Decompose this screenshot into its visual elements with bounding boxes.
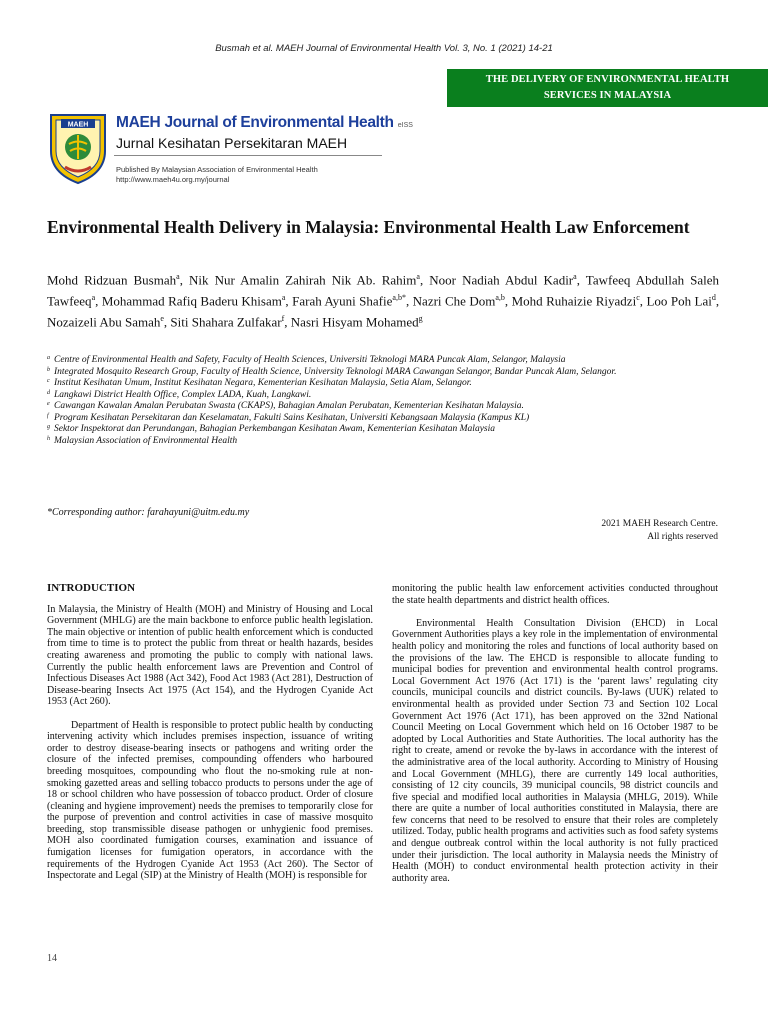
affiliation-item xyxy=(47,390,727,402)
corresponding-author[interactable]: *Corresponding author: farahayuni@uitm.edu.my xyxy=(47,507,250,518)
affiliation-text: Institut Kesihatan Umum, Institut Kesihatan Negara, Kementerian Kesihatan Malaysia, Setia Alam, Selangor. xyxy=(54,378,472,388)
logo-text: MAEH xyxy=(67,121,89,129)
author-affiliation-mark: f xyxy=(281,313,285,323)
affiliation-mark: b xyxy=(47,366,50,373)
copyright-line-1: 2021 MAEH Research Centre. xyxy=(601,519,718,529)
author-name: Mohd Ridzuan Busmah xyxy=(47,272,177,288)
author-list: Mohd Ridzuan Busmah$^a$, Nik Nur Amalin Zahirah Nik Ab. Rahim$^a$, Noor Nadiah Abdul Kadir$^a$, Tawfeeq Abdullah Saleh Tawfeeq$^a$, Mohammad Rafiq Baderu Khisam$^a$, Farah Ayuni Shafie$^{a,b*}$, Nazri Che Dom$^{a,b}$, Mohd Ruhaizie Riyadzi$^c$, Loo Poh Lai$^d$, Nozaizeli Abu Samah$^e$, Siti Shahara Zulfakar$^f$, Nasri Hisyam Mohamed$^g$ xyxy=(47,272,720,329)
affiliation-item xyxy=(47,413,727,425)
journal-url[interactable]: http://www.maeh4u.org.my/journal xyxy=(116,175,230,184)
affiliation-mark: c xyxy=(47,378,50,384)
author-name: Nik Nur Amalin Zahirah Nik Ab. Rahim xyxy=(189,272,417,288)
author-affiliation-mark: a xyxy=(573,272,577,281)
author-name: Mohd Ruhaizie Riyadzi xyxy=(511,293,637,309)
author-name: Nazri Che Dom xyxy=(412,293,496,309)
section-heading: INTRODUCTION xyxy=(47,582,136,594)
affiliation-mark: f xyxy=(47,412,49,419)
affiliation-text: Centre of Environmental Health and Safety, Faculty of Health Sciences, Universiti Teknologi MARA Puncak Alam, Selangor, Malaysia xyxy=(54,355,566,365)
journal-publisher-block xyxy=(116,165,318,185)
author-name: Noor Nadiah Abdul Kadir xyxy=(429,272,574,288)
copyright-notice xyxy=(601,518,718,544)
author-name: Mohammad Rafiq Baderu Khisam xyxy=(101,293,282,309)
journal-divider xyxy=(114,155,382,156)
article-title: Environmental Health Delivery in Malaysia: Environmental Health Law Enforcement xyxy=(47,217,690,237)
paragraph: In Malaysia, the Ministry of Health (MOH) and Ministry of Housing and Local Government (MHLG) are the main backbone to enforce public health legislation. The main objective or intention of public health enforcement which is conducted from time to time is to protect the public from threat or health hazards, besides creating awareness and promoting the public to comply with national laws. Currently the public health enforcement laws are Prevention and Control of Infectious Diseases Act 1988 (Act 342), Food Act 1983 (Act 281), Destruction of Disease-bearing Insects Act 1975 (Act 154), and the Hydrogen Cyanide Act 1953 (Act 260). xyxy=(47,603,373,708)
affiliation-text: Sektor Inspektorat dan Perundangan, Bahagian Perkembangan Kesihatan Awam, Kementerian Kesihatan Malaysia xyxy=(54,424,495,434)
author-affiliation-mark: a xyxy=(176,272,180,281)
affiliation-text: Malaysian Association of Environmental Health xyxy=(54,435,238,446)
author-name: Nasri Hisyam Mohamed xyxy=(290,313,419,329)
banner-line-2: SERVICES IN MALAYSIA xyxy=(543,90,672,101)
affiliation-text: Langkawi District Health Office, Complex LADA, Kuah, Langkawi. xyxy=(54,389,312,400)
affiliation-text: Program Kesihatan Persekitaran dan Keselamatan, Fakulti Sains Kesihatan, Universiti Kebangsaan Malaysia (Kampus KL) xyxy=(54,412,530,423)
author-name: Loo Poh Lai xyxy=(646,293,712,309)
copyright-line-2: All rights reserved xyxy=(647,532,718,542)
journal-name-text: MAEH Journal of Environmental Health xyxy=(116,114,394,131)
author-affiliation-mark: a xyxy=(91,292,96,302)
author-name: Farah Ayuni Shafie xyxy=(292,293,393,309)
author-name: Siti Shahara Zulfakar xyxy=(170,313,282,329)
banner-line-1: THE DELIVERY OF ENVIRONMENTAL HEALTH xyxy=(485,74,730,85)
author-affiliation-mark: a xyxy=(416,272,420,281)
section-banner xyxy=(447,69,768,107)
affiliation-list xyxy=(47,355,727,447)
author-affiliation-mark: d xyxy=(711,292,716,302)
journal-publisher: Published By Malaysian Association of Environmental Health xyxy=(116,165,318,174)
affiliation-item xyxy=(47,424,727,436)
affiliation-item xyxy=(47,355,727,367)
author-affiliation-mark: a,b xyxy=(495,292,505,302)
running-header: Busmah et al. MAEH Journal of Environmental Health Vol. 3, No. 1 (2021) 14-21 xyxy=(215,43,553,54)
right-column xyxy=(392,583,718,884)
author-affiliation-mark: a xyxy=(281,292,286,302)
paragraph: Environmental Health Consultation Division (EHCD) in Local Government Authorities plays a key role in the implementation of environmental health policy and monitoring the roles and functions of local authority based on the provisions of the law. The EHCD is responsible to allocate funding to municipal bodies for prevention and environmental health control programs. Local Government Act 1976 (Act 171) is the ‘parent laws’ regulating city councils, municipal councils and district councils. By-laws (UUK) related to environmental health as provided under Section 73 and Section 102 Local Government Act 1976 (Act 171), has been approved on the 32nd National Council Meeting on Local Government which held on 16 October 1987 to be adopted by Local Authorities and State Authorities. The local authority has the right to create, amend or revoke the by-laws in accordance with the interest of the administrative area of the local authority. According to Ministry of Housing and Local Government (MHLG), there are currently 149 local authorities, consisting of 12 city councils, 39 municipal councils, 98 district councils and five special and modified local authorities in Malaysia (MHLG, 2019). While there are quite a number of local authorities constituted in Malaysia, there are few concerns that need to be resolved to ensure that their roles are completely utilized. Today, public health programs and activities such as food safety systems and dengue outbreak control within the local authority is not fully practiced under their jurisdiction. The local authority in Malaysia needs the Ministry of Health (MOH) to conduct environmental health protection activity in their authority area. xyxy=(392,617,718,884)
affiliation-mark: d xyxy=(47,389,50,396)
author-name: Nozaizeli Abu Samah xyxy=(47,313,161,329)
affiliation-item xyxy=(47,401,727,413)
journal-name xyxy=(116,114,413,132)
author-name: Tawfeeq Abdullah Saleh Tawfeeq xyxy=(47,272,720,309)
author-affiliation-mark: a,b* xyxy=(392,292,406,302)
affiliation-mark: a xyxy=(47,355,50,361)
author-affiliation-mark: g xyxy=(418,313,423,323)
paragraph: monitoring the public health law enforcement activities conducted throughout the state health departments and district health offices. xyxy=(392,583,718,606)
page-number: 14 xyxy=(47,953,57,964)
author-affiliation-mark: e xyxy=(160,313,164,323)
affiliation-item xyxy=(47,367,727,379)
affiliation-item xyxy=(47,436,727,448)
affiliation-mark: g xyxy=(47,424,50,430)
affiliation-text: Cawangan Kawalan Amalan Perubatan Swasta (CKAPS), Bahagian Amalan Perubatan, Kementerian Kesihatan Malaysia. xyxy=(54,401,524,411)
affiliation-item xyxy=(47,378,727,390)
affiliation-mark: e xyxy=(47,401,50,407)
left-column xyxy=(47,583,373,882)
affiliation-mark: h xyxy=(47,435,50,442)
author-affiliation-mark: c xyxy=(636,292,640,302)
affiliation-text: Integrated Mosquito Research Group, Faculty of Health Science, University Teknologi MARA Cawangan Selangor, Bandar Puncak Alam, Selangor. xyxy=(54,366,617,377)
maeh-logo xyxy=(47,111,109,185)
journal-issn: eISS xyxy=(397,122,413,129)
paragraph: Department of Health is responsible to protect public health by conducting intervening activity which includes premises inspection, issuance of writing order to destroy disease-bearing insects or pathogens and writing order the closure of the infected premises, compounding offenders who harboured breeding mosquitoes, compounding who flout the no-smoking rule at non-smoking gazetted areas and selling tobacco products to persons under the age of 18 or school children who have possession of tobacco product. Order of closure (cleaning and hygiene improvement) needs the premises to temporarily close for the purpose of prevention and control activities in case of massive mosquito breeding, stop transmissible disease pathogen or unhygienic food premises. MOH also coordinated fumigation courses, examination and issuance of fumigation licenses for fumigation operators, in accordance with the requirements of the Hydrogen Cyanide Act 1953 (Act 260). The Sector of Inspectorate and Legal (SIP) at the Ministry of Health (MOH) is responsible for xyxy=(47,719,373,882)
journal-name-malay: Jurnal Kesihatan Persekitaran MAEH xyxy=(116,135,348,151)
